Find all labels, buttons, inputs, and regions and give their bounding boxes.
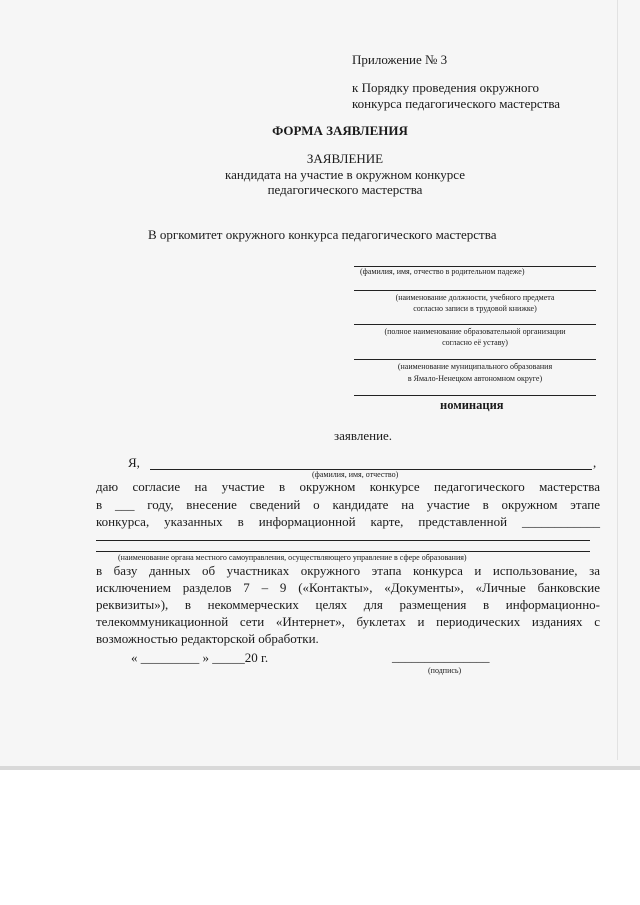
statement-subtitle1: кандидата на участие в окружном конкурсе xyxy=(224,167,465,182)
organ-line2 xyxy=(96,551,590,552)
form-title: ФОРМА ЗАЯВЛЕНИЯ xyxy=(272,123,408,138)
ya-label: Я, xyxy=(128,455,140,470)
position-line xyxy=(354,290,596,291)
municipality-hint2: в Ямало-Ненецком автономном округе) xyxy=(407,374,543,383)
appendix-number: Приложение № 3 xyxy=(352,52,448,67)
position-hint2: согласно записи в трудовой книжке) xyxy=(413,304,537,313)
organization-hint1: (полное наименование образовательной организации xyxy=(384,327,566,336)
body-line3: конкурса, указанных в информационной карте, представленной ____________ xyxy=(96,514,600,529)
body-line2: в ___ году, внесение сведений о кандидате на участие в окружном этапе xyxy=(96,497,600,512)
page-fold-shadow xyxy=(617,0,618,760)
organ-hint: (наименование органа местного самоуправления, осуществляющего управление в сфере образования) xyxy=(118,553,467,562)
body-line1: даю согласие на участие в окружном конкурсе педагогического мастерства xyxy=(96,479,600,494)
date-field: « _________ » _____20 г. xyxy=(131,650,269,665)
nomination-line xyxy=(354,395,596,396)
scan-edge xyxy=(0,766,640,770)
order-reference-line1: к Порядку проведения окружного xyxy=(352,80,539,95)
signature-line: _______________ xyxy=(392,649,490,664)
body-line7: телекоммуникационной сети «Интернет», буклетах и периодических изданиях с xyxy=(96,614,600,629)
applicant-name-hint: (фамилия, имя, отчество) xyxy=(312,470,399,479)
comma: , xyxy=(593,455,597,470)
organization-hint2: согласно её уставу) xyxy=(442,338,508,347)
statement-title: ЗАЯВЛЕНИЕ xyxy=(306,151,384,166)
position-hint1: (наименование должности, учебного предмета xyxy=(395,293,555,302)
organ-line1 xyxy=(96,540,590,541)
body-line5: исключением разделов 7 – 9 («Контакты», «Документы», «Личные банковские xyxy=(96,580,600,595)
body-line4: в базу данных об участниках окружного этапа конкурса и использование, за xyxy=(96,563,600,578)
fio-hint: (фамилия, имя, отчество в родительном падеже) xyxy=(360,267,525,276)
municipality-hint1: (наименование муниципального образования xyxy=(397,362,553,371)
body-line6: реквизиты»), в некоммерческих целях для размещения в информационно- xyxy=(96,597,600,612)
organization-line xyxy=(354,324,596,325)
body-line8: возможностью редакторской обработки. xyxy=(96,631,319,646)
statement-subtitle2: педагогического мастерства xyxy=(267,182,423,197)
zayavlenie-word: заявление. xyxy=(334,428,393,443)
order-reference-line2: конкурса педагогического мастерства xyxy=(352,96,561,111)
signature-hint: (подпись) xyxy=(428,666,462,675)
nomination-label: номинация xyxy=(440,398,504,412)
municipality-line xyxy=(354,359,596,360)
addressee: В оргкомитет окружного конкурса педагогического мастерства xyxy=(148,227,497,242)
